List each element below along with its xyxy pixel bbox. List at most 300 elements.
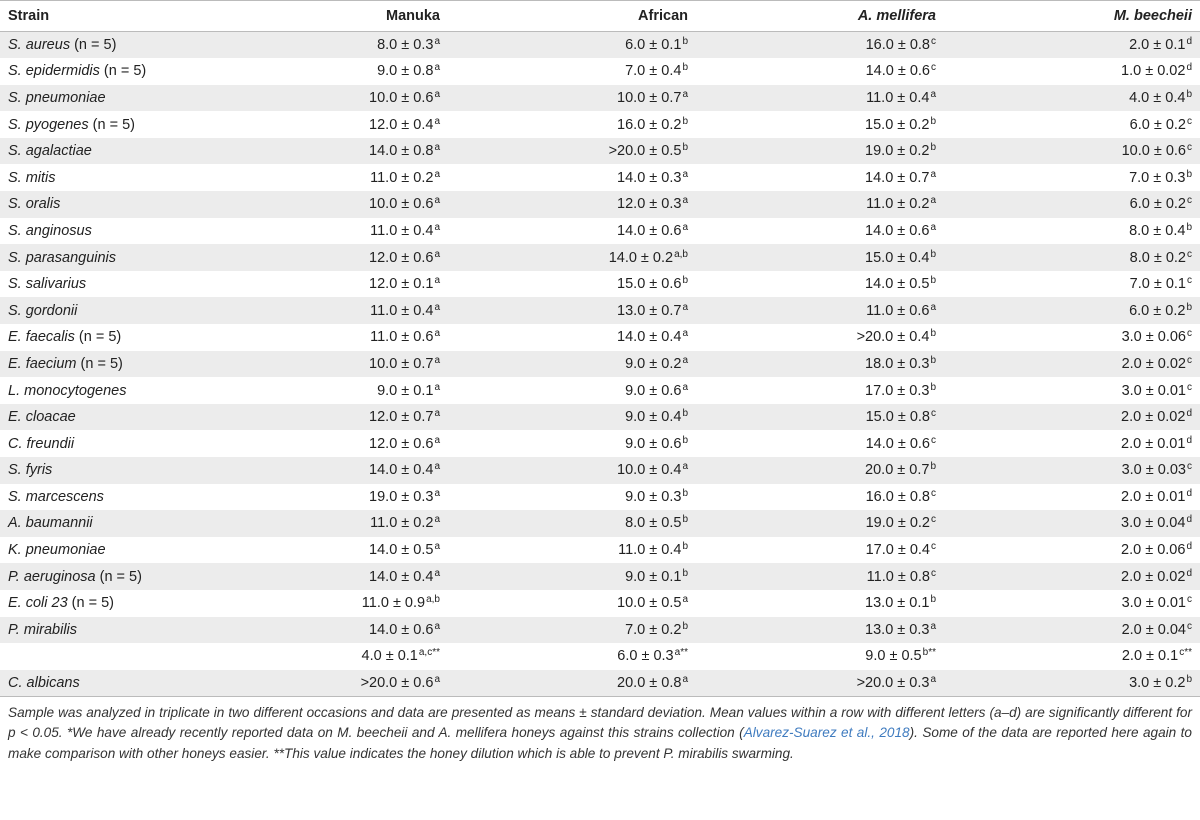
strain-name: S. mitis xyxy=(8,169,56,186)
table-row xyxy=(0,351,1200,378)
cell-superscript: b xyxy=(930,461,936,473)
cell-value: 9.0 ± 0.8 xyxy=(377,63,434,80)
strain-cell xyxy=(0,324,300,351)
strain-cell xyxy=(0,563,300,590)
strain-name: P. mirabilis xyxy=(8,621,78,638)
value-cell xyxy=(696,218,944,245)
value-cell xyxy=(448,271,696,298)
cell-superscript: a xyxy=(434,514,440,526)
cell-superscript: d xyxy=(1186,567,1192,579)
value-cell xyxy=(448,617,696,644)
table-row xyxy=(0,191,1200,218)
cell-value: 11.0 ± 0.2 xyxy=(866,196,930,213)
cell-value: 15.0 ± 0.8 xyxy=(865,409,930,426)
cell-superscript: a xyxy=(434,275,440,287)
strain-sample-count: (n = 5) xyxy=(76,355,123,372)
cell-superscript: d xyxy=(1186,408,1192,420)
cell-superscript: c xyxy=(1187,142,1192,154)
value-cell xyxy=(300,670,448,697)
value-cell xyxy=(944,58,1200,85)
value-cell xyxy=(944,670,1200,697)
value-cell xyxy=(300,271,448,298)
cell-superscript: b xyxy=(682,567,688,579)
cell-superscript: a xyxy=(434,673,440,685)
cell-superscript: d xyxy=(1186,514,1192,526)
cell-value: 7.0 ± 0.2 xyxy=(625,621,682,638)
cell-superscript: c xyxy=(931,514,936,526)
cell-superscript: a xyxy=(434,301,440,313)
cell-value: 10.0 ± 0.6 xyxy=(1121,143,1186,160)
cell-superscript: b xyxy=(930,142,936,154)
cell-value: 9.0 ± 0.3 xyxy=(625,488,682,505)
cell-value: 2.0 ± 0.06 xyxy=(1121,542,1186,559)
cell-value: 11.0 ± 0.2 xyxy=(370,169,434,186)
cell-value: 20.0 ± 0.7 xyxy=(865,462,930,479)
value-cell xyxy=(944,271,1200,298)
value-cell xyxy=(300,138,448,165)
cell-superscript: c xyxy=(931,487,936,499)
cell-value: 11.0 ± 0.4 xyxy=(618,542,682,559)
table-row xyxy=(0,164,1200,191)
value-cell xyxy=(448,58,696,85)
cell-value: 13.0 ± 0.3 xyxy=(865,621,930,638)
cell-value: 11.0 ± 0.6 xyxy=(370,329,434,346)
cell-value: 2.0 ± 0.02 xyxy=(1121,409,1186,426)
value-cell xyxy=(696,32,944,59)
table-row xyxy=(0,643,1200,670)
value-cell xyxy=(448,138,696,165)
cell-value: 11.0 ± 0.6 xyxy=(866,302,930,319)
strain-cell xyxy=(0,670,300,697)
cell-value: 11.0 ± 0.4 xyxy=(866,89,930,106)
cell-superscript: b xyxy=(682,36,688,48)
value-cell xyxy=(696,590,944,617)
strain-cell xyxy=(0,244,300,271)
cell-superscript: b xyxy=(682,514,688,526)
value-cell xyxy=(300,164,448,191)
value-cell xyxy=(944,218,1200,245)
strain-cell xyxy=(0,510,300,537)
table-row xyxy=(0,297,1200,324)
cell-value: 7.0 ± 0.3 xyxy=(1129,169,1186,186)
table-body xyxy=(0,32,1200,697)
cell-value: 6.0 ± 0.2 xyxy=(1129,302,1186,319)
strain-cell xyxy=(0,643,300,670)
cell-value: 18.0 ± 0.3 xyxy=(865,355,930,372)
strain-cell xyxy=(0,271,300,298)
value-cell xyxy=(300,617,448,644)
cell-value: 14.0 ± 0.6 xyxy=(617,222,682,239)
strain-cell xyxy=(0,111,300,138)
cell-superscript: a** xyxy=(674,647,688,659)
cell-superscript: c** xyxy=(1179,647,1192,659)
strain-cell xyxy=(0,164,300,191)
cell-value: 14.0 ± 0.8 xyxy=(369,143,434,160)
cell-value: 10.0 ± 0.4 xyxy=(617,462,682,479)
header-strain: Strain xyxy=(0,1,300,32)
value-cell xyxy=(696,510,944,537)
strain-sample-count: (n = 5) xyxy=(74,329,122,346)
cell-superscript: a xyxy=(434,541,440,553)
cell-superscript: b xyxy=(682,62,688,74)
table-row xyxy=(0,590,1200,617)
value-cell xyxy=(448,218,696,245)
table-row xyxy=(0,111,1200,138)
value-cell xyxy=(696,271,944,298)
cell-superscript: a xyxy=(930,301,936,313)
cell-superscript: a xyxy=(434,115,440,127)
value-cell xyxy=(944,643,1200,670)
cell-superscript: c xyxy=(1187,115,1192,127)
strain-cell xyxy=(0,377,300,404)
cell-superscript: b xyxy=(682,620,688,632)
strain-cell xyxy=(0,85,300,112)
value-cell xyxy=(944,563,1200,590)
value-cell xyxy=(448,297,696,324)
cell-superscript: a xyxy=(434,461,440,473)
value-cell xyxy=(944,457,1200,484)
cell-superscript: a xyxy=(682,328,688,340)
table-row xyxy=(0,563,1200,590)
value-cell xyxy=(300,377,448,404)
strain-name: L. monocytogenes xyxy=(8,382,127,399)
strain-name: E. coli 23 xyxy=(8,595,68,612)
cell-superscript: b xyxy=(1186,221,1192,233)
cell-value: 10.0 ± 0.6 xyxy=(369,196,434,213)
cell-superscript: c xyxy=(931,541,936,553)
cell-value: 8.0 ± 0.2 xyxy=(1129,249,1186,266)
cell-value: 9.0 ± 0.6 xyxy=(625,382,682,399)
strain-name: S. pyogenes xyxy=(8,116,89,133)
cell-value: 3.0 ± 0.01 xyxy=(1121,595,1186,612)
table-row xyxy=(0,85,1200,112)
cell-value: 2.0 ± 0.04 xyxy=(1121,621,1186,638)
value-cell xyxy=(944,32,1200,59)
cell-superscript: a xyxy=(434,487,440,499)
cell-superscript: d xyxy=(1186,36,1192,48)
value-cell xyxy=(944,537,1200,564)
value-cell xyxy=(300,537,448,564)
table-row xyxy=(0,670,1200,697)
value-cell xyxy=(944,111,1200,138)
strain-name: S. oralis xyxy=(8,196,61,213)
cell-value: 9.0 ± 0.5 xyxy=(865,648,922,665)
table-row xyxy=(0,377,1200,404)
cell-superscript: c xyxy=(1187,195,1192,207)
cell-superscript: a xyxy=(434,567,440,579)
cell-value: 16.0 ± 0.8 xyxy=(865,488,930,505)
cell-value: 14.0 ± 0.2 xyxy=(608,249,674,266)
cell-value: 2.0 ± 0.01 xyxy=(1121,488,1186,505)
strain-name: S. parasanguinis xyxy=(8,249,117,266)
cell-value: 7.0 ± 0.1 xyxy=(1129,276,1186,293)
cell-superscript: a,c** xyxy=(418,647,440,659)
value-cell xyxy=(696,377,944,404)
value-cell xyxy=(448,590,696,617)
cell-value: 16.0 ± 0.8 xyxy=(865,37,930,54)
strain-cell xyxy=(0,457,300,484)
cell-value: 14.0 ± 0.5 xyxy=(865,276,930,293)
cell-value: 6.0 ± 0.1 xyxy=(625,37,682,54)
strain-name: C. albicans xyxy=(8,674,80,691)
value-cell xyxy=(448,643,696,670)
value-cell xyxy=(300,563,448,590)
strain-cell xyxy=(0,351,300,378)
strain-name: S. aureus xyxy=(8,37,71,54)
strain-name: S. agalactiae xyxy=(8,143,92,160)
cell-value: 6.0 ± 0.2 xyxy=(1129,196,1186,213)
strain-cell xyxy=(0,617,300,644)
strain-name: C. freundii xyxy=(8,435,75,452)
value-cell xyxy=(696,484,944,511)
footnote-text-end: ). Some of the data are reported here again to make comparison with other honeys easier. **This value indicates the honey dilution which is able to prevent P. mirabilis swarming. xyxy=(8,725,1192,761)
value-cell xyxy=(944,324,1200,351)
cell-value: 8.0 ± 0.5 xyxy=(625,515,682,532)
cell-value: 11.0 ± 0.2 xyxy=(370,515,434,532)
value-cell xyxy=(300,218,448,245)
strain-name: S. fyris xyxy=(8,462,53,479)
cell-value: 9.0 ± 0.6 xyxy=(625,435,682,452)
strain-name: S. pneumoniae xyxy=(8,89,106,106)
value-cell xyxy=(448,324,696,351)
value-cell xyxy=(696,457,944,484)
value-cell xyxy=(448,377,696,404)
table-row xyxy=(0,271,1200,298)
value-cell xyxy=(300,297,448,324)
value-cell xyxy=(300,58,448,85)
value-cell xyxy=(448,563,696,590)
cell-value: 14.0 ± 0.6 xyxy=(369,621,434,638)
strain-name: S. anginosus xyxy=(8,222,92,239)
cell-superscript: c xyxy=(1187,594,1192,606)
cell-superscript: b xyxy=(1186,88,1192,100)
cell-value: 19.0 ± 0.2 xyxy=(865,143,930,160)
cell-value: 3.0 ± 0.04 xyxy=(1121,515,1186,532)
cell-superscript: b xyxy=(930,381,936,393)
strain-name: P. aeruginosa xyxy=(8,568,96,585)
value-cell xyxy=(944,484,1200,511)
value-cell xyxy=(944,191,1200,218)
cell-value: 11.0 ± 0.9 xyxy=(361,595,426,612)
cell-superscript: a xyxy=(682,381,688,393)
strain-sample-count: (n = 5) xyxy=(67,595,114,612)
strain-cell xyxy=(0,404,300,431)
cell-superscript: a xyxy=(434,88,440,100)
cell-superscript: b xyxy=(930,115,936,127)
cell-superscript: d xyxy=(1186,434,1192,446)
table-row xyxy=(0,404,1200,431)
cell-superscript: a xyxy=(434,381,440,393)
value-cell xyxy=(696,244,944,271)
cell-value: 14.0 ± 0.5 xyxy=(369,542,434,559)
cell-value: >20.0 ± 0.5 xyxy=(608,143,682,160)
cell-superscript: a xyxy=(682,195,688,207)
value-cell xyxy=(448,430,696,457)
cell-superscript: a xyxy=(434,248,440,260)
cell-value: 2.0 ± 0.1 xyxy=(1129,37,1186,54)
cell-superscript: b xyxy=(930,275,936,287)
value-cell xyxy=(696,85,944,112)
cell-value: 14.0 ± 0.4 xyxy=(369,568,434,585)
cell-value: 4.0 ± 0.4 xyxy=(1129,89,1186,106)
table-row xyxy=(0,324,1200,351)
value-cell xyxy=(696,617,944,644)
cell-superscript: a xyxy=(930,88,936,100)
table-row xyxy=(0,537,1200,564)
cell-superscript: a xyxy=(930,620,936,632)
value-cell xyxy=(300,404,448,431)
value-cell xyxy=(448,484,696,511)
value-cell xyxy=(300,510,448,537)
cell-value: 9.0 ± 0.4 xyxy=(625,409,682,426)
value-cell xyxy=(944,164,1200,191)
value-cell xyxy=(300,590,448,617)
strain-name: A. baumannii xyxy=(8,515,93,532)
strain-cell xyxy=(0,484,300,511)
value-cell xyxy=(300,111,448,138)
cell-value: 3.0 ± 0.03 xyxy=(1121,462,1186,479)
cell-value: 12.0 ± 0.6 xyxy=(369,435,434,452)
value-cell xyxy=(696,138,944,165)
strain-name: E. faecium xyxy=(8,355,77,372)
cell-value: 6.0 ± 0.2 xyxy=(1129,116,1186,133)
value-cell xyxy=(696,324,944,351)
table-footnote xyxy=(0,697,1200,765)
table-row xyxy=(0,58,1200,85)
cell-superscript: c xyxy=(1187,381,1192,393)
cell-value: 10.0 ± 0.5 xyxy=(617,595,682,612)
cell-superscript: b xyxy=(682,408,688,420)
cell-superscript: a,b xyxy=(426,594,440,606)
cell-superscript: a xyxy=(682,168,688,180)
strain-cell xyxy=(0,297,300,324)
value-cell xyxy=(448,32,696,59)
cell-value: >20.0 ± 0.4 xyxy=(856,329,930,346)
cell-value: 14.0 ± 0.6 xyxy=(865,435,930,452)
cell-superscript: b xyxy=(682,487,688,499)
cell-superscript: a xyxy=(434,620,440,632)
strain-cell xyxy=(0,32,300,59)
value-cell xyxy=(448,111,696,138)
cell-superscript: a xyxy=(930,221,936,233)
value-cell xyxy=(944,590,1200,617)
footnote-reference-link[interactable]: Alvarez-Suarez et al., 2018 xyxy=(743,725,910,741)
cell-superscript: a xyxy=(682,354,688,366)
cell-value: 10.0 ± 0.7 xyxy=(369,355,434,372)
cell-value: 3.0 ± 0.01 xyxy=(1121,382,1186,399)
table-row xyxy=(0,484,1200,511)
value-cell xyxy=(300,85,448,112)
value-cell xyxy=(944,85,1200,112)
cell-superscript: c xyxy=(1187,275,1192,287)
value-cell xyxy=(300,351,448,378)
cell-value: 17.0 ± 0.4 xyxy=(865,542,930,559)
value-cell xyxy=(696,643,944,670)
cell-superscript: c xyxy=(931,62,936,74)
header-manuka: Manuka xyxy=(300,1,448,32)
cell-superscript: c xyxy=(1187,620,1192,632)
cell-superscript: a xyxy=(682,461,688,473)
value-cell xyxy=(696,430,944,457)
value-cell xyxy=(300,191,448,218)
strain-cell xyxy=(0,138,300,165)
cell-value: 2.0 ± 0.1 xyxy=(1121,648,1179,665)
cell-superscript: b xyxy=(930,354,936,366)
cell-superscript: c xyxy=(1187,248,1192,260)
value-cell xyxy=(448,670,696,697)
cell-superscript: a xyxy=(434,36,440,48)
value-cell xyxy=(696,670,944,697)
value-cell xyxy=(448,457,696,484)
value-cell xyxy=(944,430,1200,457)
cell-value: 2.0 ± 0.01 xyxy=(1121,435,1186,452)
value-cell xyxy=(300,457,448,484)
cell-superscript: a xyxy=(434,62,440,74)
value-cell xyxy=(448,404,696,431)
cell-value: 13.0 ± 0.1 xyxy=(865,595,930,612)
value-cell xyxy=(696,191,944,218)
value-cell xyxy=(448,351,696,378)
cell-superscript: c xyxy=(931,567,936,579)
cell-value: 1.0 ± 0.02 xyxy=(1121,63,1186,80)
cell-superscript: a xyxy=(434,408,440,420)
cell-superscript: c xyxy=(931,408,936,420)
table-row xyxy=(0,457,1200,484)
value-cell xyxy=(448,164,696,191)
table-row xyxy=(0,218,1200,245)
cell-superscript: a xyxy=(682,88,688,100)
value-cell xyxy=(944,351,1200,378)
value-cell xyxy=(944,510,1200,537)
strain-sample-count: (n = 5) xyxy=(70,37,117,54)
value-cell xyxy=(448,191,696,218)
table-row xyxy=(0,617,1200,644)
cell-superscript: c xyxy=(1187,461,1192,473)
cell-superscript: b xyxy=(682,541,688,553)
cell-superscript: b xyxy=(930,248,936,260)
cell-superscript: a xyxy=(682,221,688,233)
value-cell xyxy=(696,111,944,138)
cell-value: 11.0 ± 0.8 xyxy=(866,568,930,585)
cell-value: 15.0 ± 0.2 xyxy=(865,116,930,133)
value-cell xyxy=(300,244,448,271)
strain-name: E. cloacae xyxy=(8,409,76,426)
cell-value: 9.0 ± 0.2 xyxy=(625,355,682,372)
value-cell xyxy=(300,324,448,351)
cell-value: 11.0 ± 0.4 xyxy=(370,302,434,319)
cell-value: 9.0 ± 0.1 xyxy=(377,382,434,399)
cell-superscript: b xyxy=(682,434,688,446)
cell-superscript: a xyxy=(434,354,440,366)
value-cell xyxy=(696,164,944,191)
cell-superscript: d xyxy=(1186,487,1192,499)
table-row xyxy=(0,138,1200,165)
cell-value: 8.0 ± 0.3 xyxy=(377,37,434,54)
value-cell xyxy=(944,297,1200,324)
cell-value: 10.0 ± 0.7 xyxy=(617,89,682,106)
value-cell xyxy=(696,351,944,378)
value-cell xyxy=(448,85,696,112)
cell-value: 3.0 ± 0.2 xyxy=(1129,674,1186,691)
strain-cell xyxy=(0,218,300,245)
cell-superscript: a xyxy=(930,673,936,685)
footnote-text: Sample was analyzed in triplicate in two different occasions and data are presented as means ± standard deviation. Mean values within a row with different letters (a–d) are significantly different for p < 0.05. *We have already recently reported data on M. beecheii and A. mellifera honeys against this strains collection ( xyxy=(8,704,1192,741)
cell-value: 4.0 ± 0.1 xyxy=(361,648,418,665)
value-cell xyxy=(944,617,1200,644)
cell-superscript: b xyxy=(1186,673,1192,685)
value-cell xyxy=(448,244,696,271)
cell-value: 13.0 ± 0.7 xyxy=(617,302,682,319)
